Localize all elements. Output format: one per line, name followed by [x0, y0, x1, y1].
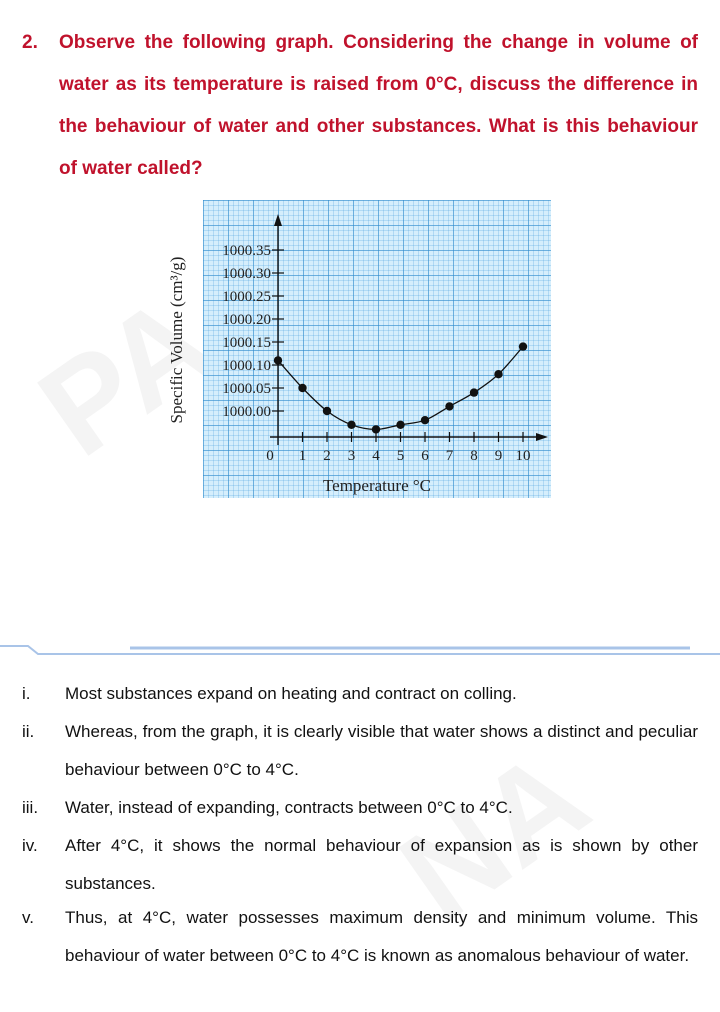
y-tick-label: 1000.20 — [222, 312, 271, 328]
x-tick-label: 2 — [323, 448, 331, 464]
y-tick-label: 1000.25 — [222, 289, 271, 305]
x-tick-label: 7 — [445, 448, 454, 464]
data-point — [421, 416, 429, 424]
question-number: 2. — [22, 32, 38, 53]
x-tick-label: 0 — [266, 448, 274, 464]
y-axis-arrow — [274, 214, 282, 226]
answer-number: iii. — [22, 798, 39, 817]
y-tick-label: 1000.05 — [222, 381, 271, 397]
question-text: Observe the following graph. Considering the change in volume of water as its temperature is raised from 0°C, discuss the difference in the behaviour of water and other substances. What is this behaviour of water called? — [59, 32, 698, 179]
answer-number: ii. — [22, 722, 35, 741]
x-axis-arrow — [536, 433, 548, 441]
answer-text: Most substances expand on heating and contract on colling. — [65, 684, 517, 703]
answer-number: v. — [22, 908, 34, 927]
data-point — [372, 425, 380, 433]
answer-text: Thus, at 4°C, water possesses maximum density and minimum volume. This behaviour of water between 0°C to 4°C is known as anomalous behaviour of water. — [65, 908, 698, 965]
data-point — [494, 370, 502, 378]
data-point — [323, 407, 331, 415]
divider — [0, 642, 720, 656]
data-point — [396, 421, 404, 429]
answer-item — [22, 675, 698, 713]
answer-number: i. — [22, 684, 31, 703]
series-line — [278, 347, 523, 430]
x-tick-label: 3 — [347, 448, 356, 464]
x-tick-label: 10 — [515, 448, 531, 464]
y-tick-label: 1000.30 — [222, 266, 271, 282]
y-tick-label: 1000.00 — [222, 404, 271, 420]
x-tick-label: 5 — [396, 448, 405, 464]
x-tick-label: 6 — [421, 448, 429, 464]
y-axis-label: Specific Volume (cm³/g) — [167, 256, 186, 424]
x-tick-label: 4 — [372, 448, 380, 464]
answer-text: After 4°C, it shows the normal behaviour of expansion as is shown by other substances. — [65, 836, 698, 893]
data-point — [519, 342, 527, 350]
answer-item — [22, 713, 698, 789]
y-tick-label: 1000.10 — [222, 358, 271, 374]
x-tick-label: 9 — [494, 448, 503, 464]
x-tick-label: 8 — [470, 448, 478, 464]
answer-item — [22, 827, 698, 903]
data-point — [298, 384, 306, 392]
x-axis-label: Temperature °C — [322, 476, 432, 495]
answer-item — [22, 789, 698, 827]
data-point — [470, 388, 478, 396]
y-tick-label: 1000.15 — [222, 335, 271, 351]
data-point — [274, 356, 282, 364]
answer-text: Whereas, from the graph, it is clearly visible that water shows a distinct and peculiar behaviour between 0°C to 4°C. — [65, 722, 698, 779]
answers-list — [22, 675, 698, 975]
answer-text: Water, instead of expanding, contracts between 0°C to 4°C. — [65, 798, 513, 817]
answer-number: iv. — [22, 836, 38, 855]
answer-item — [22, 899, 698, 975]
data-point — [347, 421, 355, 429]
data-point — [445, 402, 453, 410]
y-tick-label: 1000.35 — [222, 243, 271, 259]
x-tick-label: 1 — [298, 448, 307, 464]
